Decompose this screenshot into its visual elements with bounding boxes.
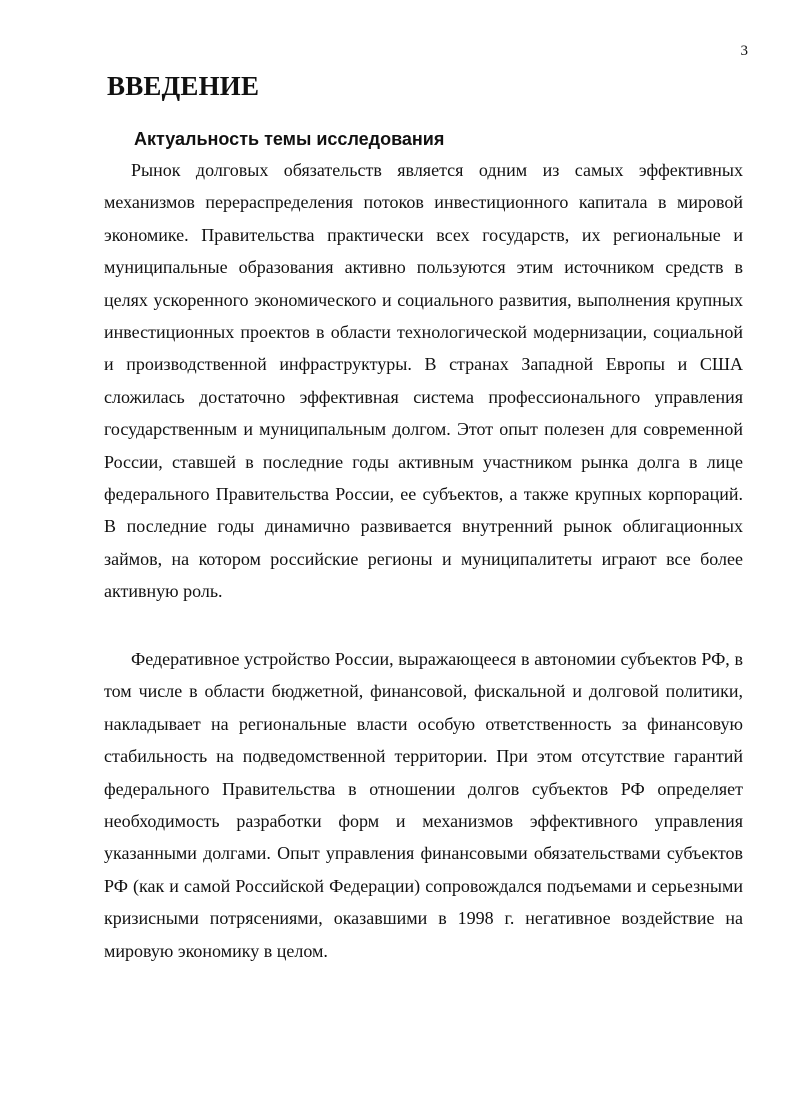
body-paragraph-1: Рынок долговых обязательств является одним из самых эффективных механизмов перераспределения потоков инвестиционного капитала в мировой экономике. Правительства практически всех государств, их региональные и муниципальные образования активно пользуются этим источником средств в целях ускоренного экономического и социального развития, выполнения крупных инвестиционных проектов в области технологической модернизации, социальной и производственной инфраструктуры. В странах Западной Европы и США сложилась достаточно эффективная система профессионального управления государственным и муниципальным долгом. Этот опыт полезен для современной России, ставшей в последние годы активным участником рынка долга в лице федерального Правительства России, ее субъектов, а также крупных корпораций. В последние годы динамично развивается внутренний рынок облигационных займов, на котором российские регионы и муниципалитеты играют все более активную роль. <box>104 160 743 602</box>
chapter-title: ВВЕДЕНИЕ <box>107 71 260 101</box>
section-heading: Актуальность темы исследования <box>134 129 445 149</box>
page-number: 3 <box>740 43 748 59</box>
body-paragraph-2: Федеративное устройство России, выражающееся в автономии субъектов РФ, в том числе в области бюджетной, финансовой, фискальной и долговой политики, накладывает на региональные власти особую ответственность за финансовую стабильность на подведомственной территории. При этом отсутствие гарантий федерального Правительства в отношении долгов субъектов РФ определяет необходимость разработки форм и механизмов эффективного управления указанными долгами. Опыт управления финансовыми обязательствами субъектов РФ (как и самой Российской Федерации) сопровождался подъемами и серьезными кризисными потрясениями, оказавшими в 1998 г. негативное воздействие на мировую экономику в целом. <box>104 649 743 961</box>
